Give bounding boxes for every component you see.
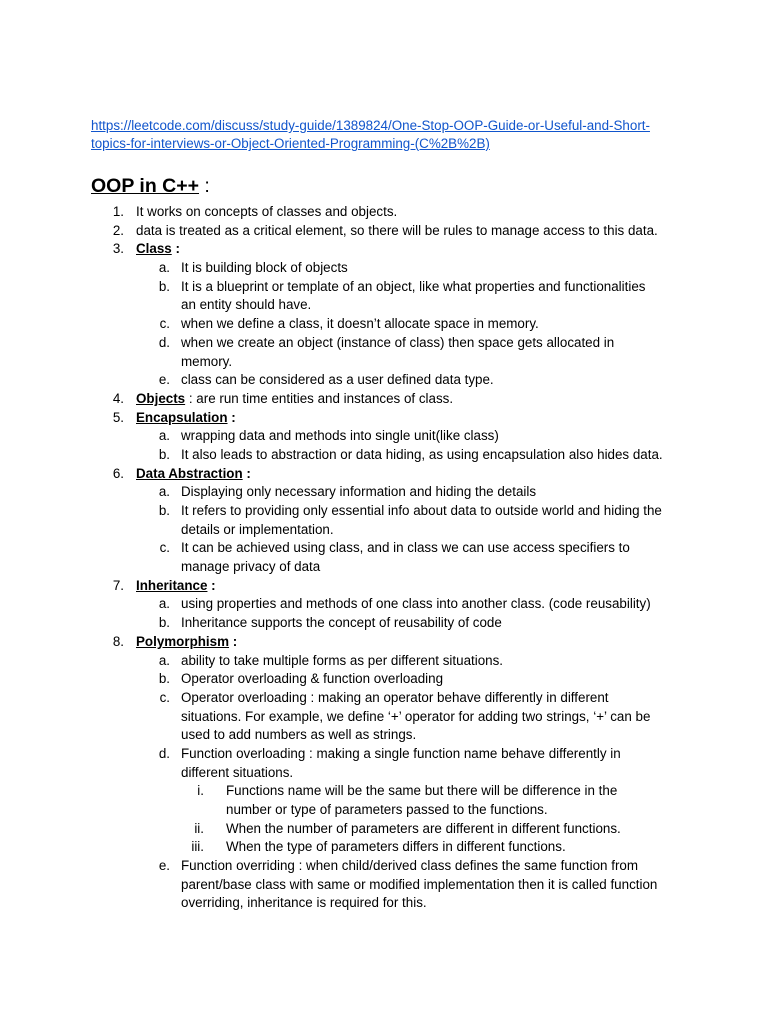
sub-item-continuation xyxy=(0,894,768,913)
sub-sub-item-text: When the number of parameters are different in different functions. xyxy=(226,820,621,836)
sub-marker: b. xyxy=(158,278,170,294)
sub-marker: e. xyxy=(158,858,170,874)
sub-item-text: situations. For example, we define ‘+’ operator for adding two strings, ‘+’ can be xyxy=(181,708,651,724)
sub-item-text: It is building block of objects xyxy=(181,260,348,276)
list-marker: 4. xyxy=(112,390,124,406)
sub-sub-item xyxy=(0,838,768,857)
sub-item-text: It refers to providing only essential info about data to outside world and hiding the xyxy=(181,503,662,518)
list-item-class xyxy=(0,240,768,259)
list-item-text xyxy=(136,390,453,409)
sub-sub-item-text: Functions name will be the same but there will be difference in the xyxy=(226,783,618,799)
list-item-term xyxy=(136,409,236,428)
sub-item-continuation xyxy=(0,558,768,577)
list-item-term xyxy=(136,465,251,484)
sub-item-text: It can be achieved using class, and in class we can use access specifiers to xyxy=(181,540,630,556)
source-link-line-2[interactable]: topics-for-interviews-or-Object-Oriented-Programming-(C%2B%2B) xyxy=(91,136,490,151)
list-marker: 1. xyxy=(112,204,124,219)
term-colon: : xyxy=(229,633,238,649)
sub-item-text: Operator overloading & function overloading xyxy=(181,671,444,687)
sub-sub-item-text: When the type of parameters differs in different functions. xyxy=(226,839,566,855)
sub-item-text: Displaying only necessary information and hiding the details xyxy=(181,484,537,500)
sub-item-continuation xyxy=(0,708,768,727)
sub-item xyxy=(0,670,768,689)
term-inheritance: Inheritance xyxy=(136,577,208,593)
sub-item-text: Function overriding : when child/derived class defines the same function from xyxy=(181,858,639,874)
sub-item-text: when we define a class, it doesn’t allocate space in memory. xyxy=(181,316,539,332)
sub-item-text: It also leads to abstraction or data hiding, as using encapsulation also hides data. xyxy=(181,446,663,462)
page-heading xyxy=(91,173,210,199)
sub-item-text: overriding, inheritance is required for this. xyxy=(181,895,427,911)
sub-marker: a. xyxy=(158,260,170,276)
sub-item-text: Function overloading : making a single function name behave differently in xyxy=(181,745,621,761)
list-marker: 3. xyxy=(112,241,124,257)
objects-definition: : are run time entities and instances of class. xyxy=(185,390,454,406)
sub-sub-item-continuation xyxy=(0,801,768,820)
sub-sub-item xyxy=(0,820,768,839)
list-item-objects xyxy=(0,390,768,409)
sub-item xyxy=(0,278,768,297)
sub-item xyxy=(0,259,768,278)
sub-item-text: Operator overloading : making an operator behave differently in different xyxy=(181,689,609,705)
sub-marker: e. xyxy=(158,372,170,388)
sub-item xyxy=(0,689,768,708)
sub-item xyxy=(0,614,768,633)
sub-item-continuation xyxy=(0,296,768,315)
sub-item xyxy=(0,371,768,390)
term-colon: : xyxy=(171,241,180,257)
sub-item xyxy=(0,539,768,558)
sub-item-text: It is a blueprint or template of an object, like what properties and functionalities xyxy=(181,278,646,294)
sub-item-text: manage privacy of data xyxy=(181,559,321,575)
sub-item-text: used to add numbers as well as strings. xyxy=(181,727,417,743)
list-item-inheritance xyxy=(0,577,768,596)
term-polymorphism: Polymorphism xyxy=(136,633,230,649)
sub-item-continuation xyxy=(0,521,768,540)
sub-item-text: ability to take multiple forms as per different situations. xyxy=(181,652,504,668)
sub-item xyxy=(0,334,768,353)
sub-item-continuation xyxy=(0,353,768,372)
list-item-term xyxy=(136,577,216,596)
sub-item xyxy=(0,446,768,465)
sub-marker: d. xyxy=(158,334,170,350)
term-colon: : xyxy=(227,409,236,425)
list-item-encapsulation xyxy=(0,409,768,428)
list-item-term xyxy=(136,633,237,652)
sub-item xyxy=(0,427,768,446)
list-item-polymorphism xyxy=(0,633,768,652)
sub-marker: a. xyxy=(158,484,170,500)
term-colon: : xyxy=(242,465,251,481)
sub-item-text: parent/base class with same or modified implementation then it is called function xyxy=(181,876,658,892)
sub-marker: b. xyxy=(158,671,170,687)
list-marker: 7. xyxy=(112,577,124,593)
sub-item xyxy=(0,502,768,521)
sub-item xyxy=(0,483,768,502)
source-link-line-1[interactable]: https://leetcode.com/discuss/study-guide/1389824/One-Stop-OOP-Guide-or-Useful-and-Short- xyxy=(91,118,650,133)
roman-marker: ii. xyxy=(194,820,204,836)
sub-item-continuation xyxy=(0,764,768,783)
list-marker: 6. xyxy=(112,465,124,481)
sub-item-continuation xyxy=(0,876,768,895)
sub-sub-item-text: number or type of parameters passed to the functions. xyxy=(226,802,548,817)
source-link[interactable] xyxy=(91,117,681,153)
sub-item xyxy=(0,857,768,876)
sub-marker: b. xyxy=(158,615,170,631)
list-marker: 2. xyxy=(112,222,124,238)
sub-marker: b. xyxy=(158,503,170,518)
list-item xyxy=(0,222,768,241)
oop-list xyxy=(0,203,768,913)
list-marker: 5. xyxy=(112,409,124,425)
sub-marker: b. xyxy=(158,446,170,462)
list-item-text: It works on concepts of classes and objects. xyxy=(136,204,398,219)
sub-marker: c. xyxy=(159,540,170,556)
sub-marker: a. xyxy=(158,428,170,444)
list-item xyxy=(0,203,768,222)
sub-item-text: wrapping data and methods into single unit(like class) xyxy=(181,428,499,444)
sub-item xyxy=(0,315,768,334)
sub-item xyxy=(0,595,768,614)
list-item-text: data is treated as a critical element, so there will be rules to manage access to this data. xyxy=(136,222,658,238)
sub-item-text: memory. xyxy=(181,353,233,369)
heading-title: OOP in C++ xyxy=(91,175,200,197)
term-objects: Objects xyxy=(136,390,186,406)
sub-marker: a. xyxy=(158,652,170,668)
heading-colon: : xyxy=(199,175,210,197)
sub-item-text: details or implementation. xyxy=(181,521,334,537)
term-class: Class xyxy=(136,241,172,257)
sub-marker: c. xyxy=(159,316,170,332)
roman-marker: iii. xyxy=(191,839,204,855)
sub-marker: a. xyxy=(158,596,170,612)
sub-item-text: class can be considered as a user defined data type. xyxy=(181,372,494,388)
sub-marker: c. xyxy=(159,689,170,705)
sub-item-text: an entity should have. xyxy=(181,297,312,313)
sub-item xyxy=(0,652,768,671)
sub-item-continuation xyxy=(0,726,768,745)
list-marker: 8. xyxy=(112,633,124,649)
sub-item xyxy=(0,745,768,764)
sub-sub-item xyxy=(0,782,768,801)
sub-item-text: different situations. xyxy=(181,764,294,780)
roman-marker: i. xyxy=(197,783,204,799)
list-item-data-abstraction xyxy=(0,465,768,484)
term-colon: : xyxy=(207,577,216,593)
term-encapsulation: Encapsulation xyxy=(136,409,228,425)
sub-item-text: Inheritance supports the concept of reusability of code xyxy=(181,615,502,631)
sub-item-text: when we create an object (instance of class) then space gets allocated in xyxy=(181,334,615,350)
term-data-abstraction: Data Abstraction xyxy=(136,465,243,481)
sub-marker: d. xyxy=(158,745,170,761)
list-item-term xyxy=(136,240,180,259)
sub-item-text: using properties and methods of one class into another class. (code reusability) xyxy=(181,596,651,612)
